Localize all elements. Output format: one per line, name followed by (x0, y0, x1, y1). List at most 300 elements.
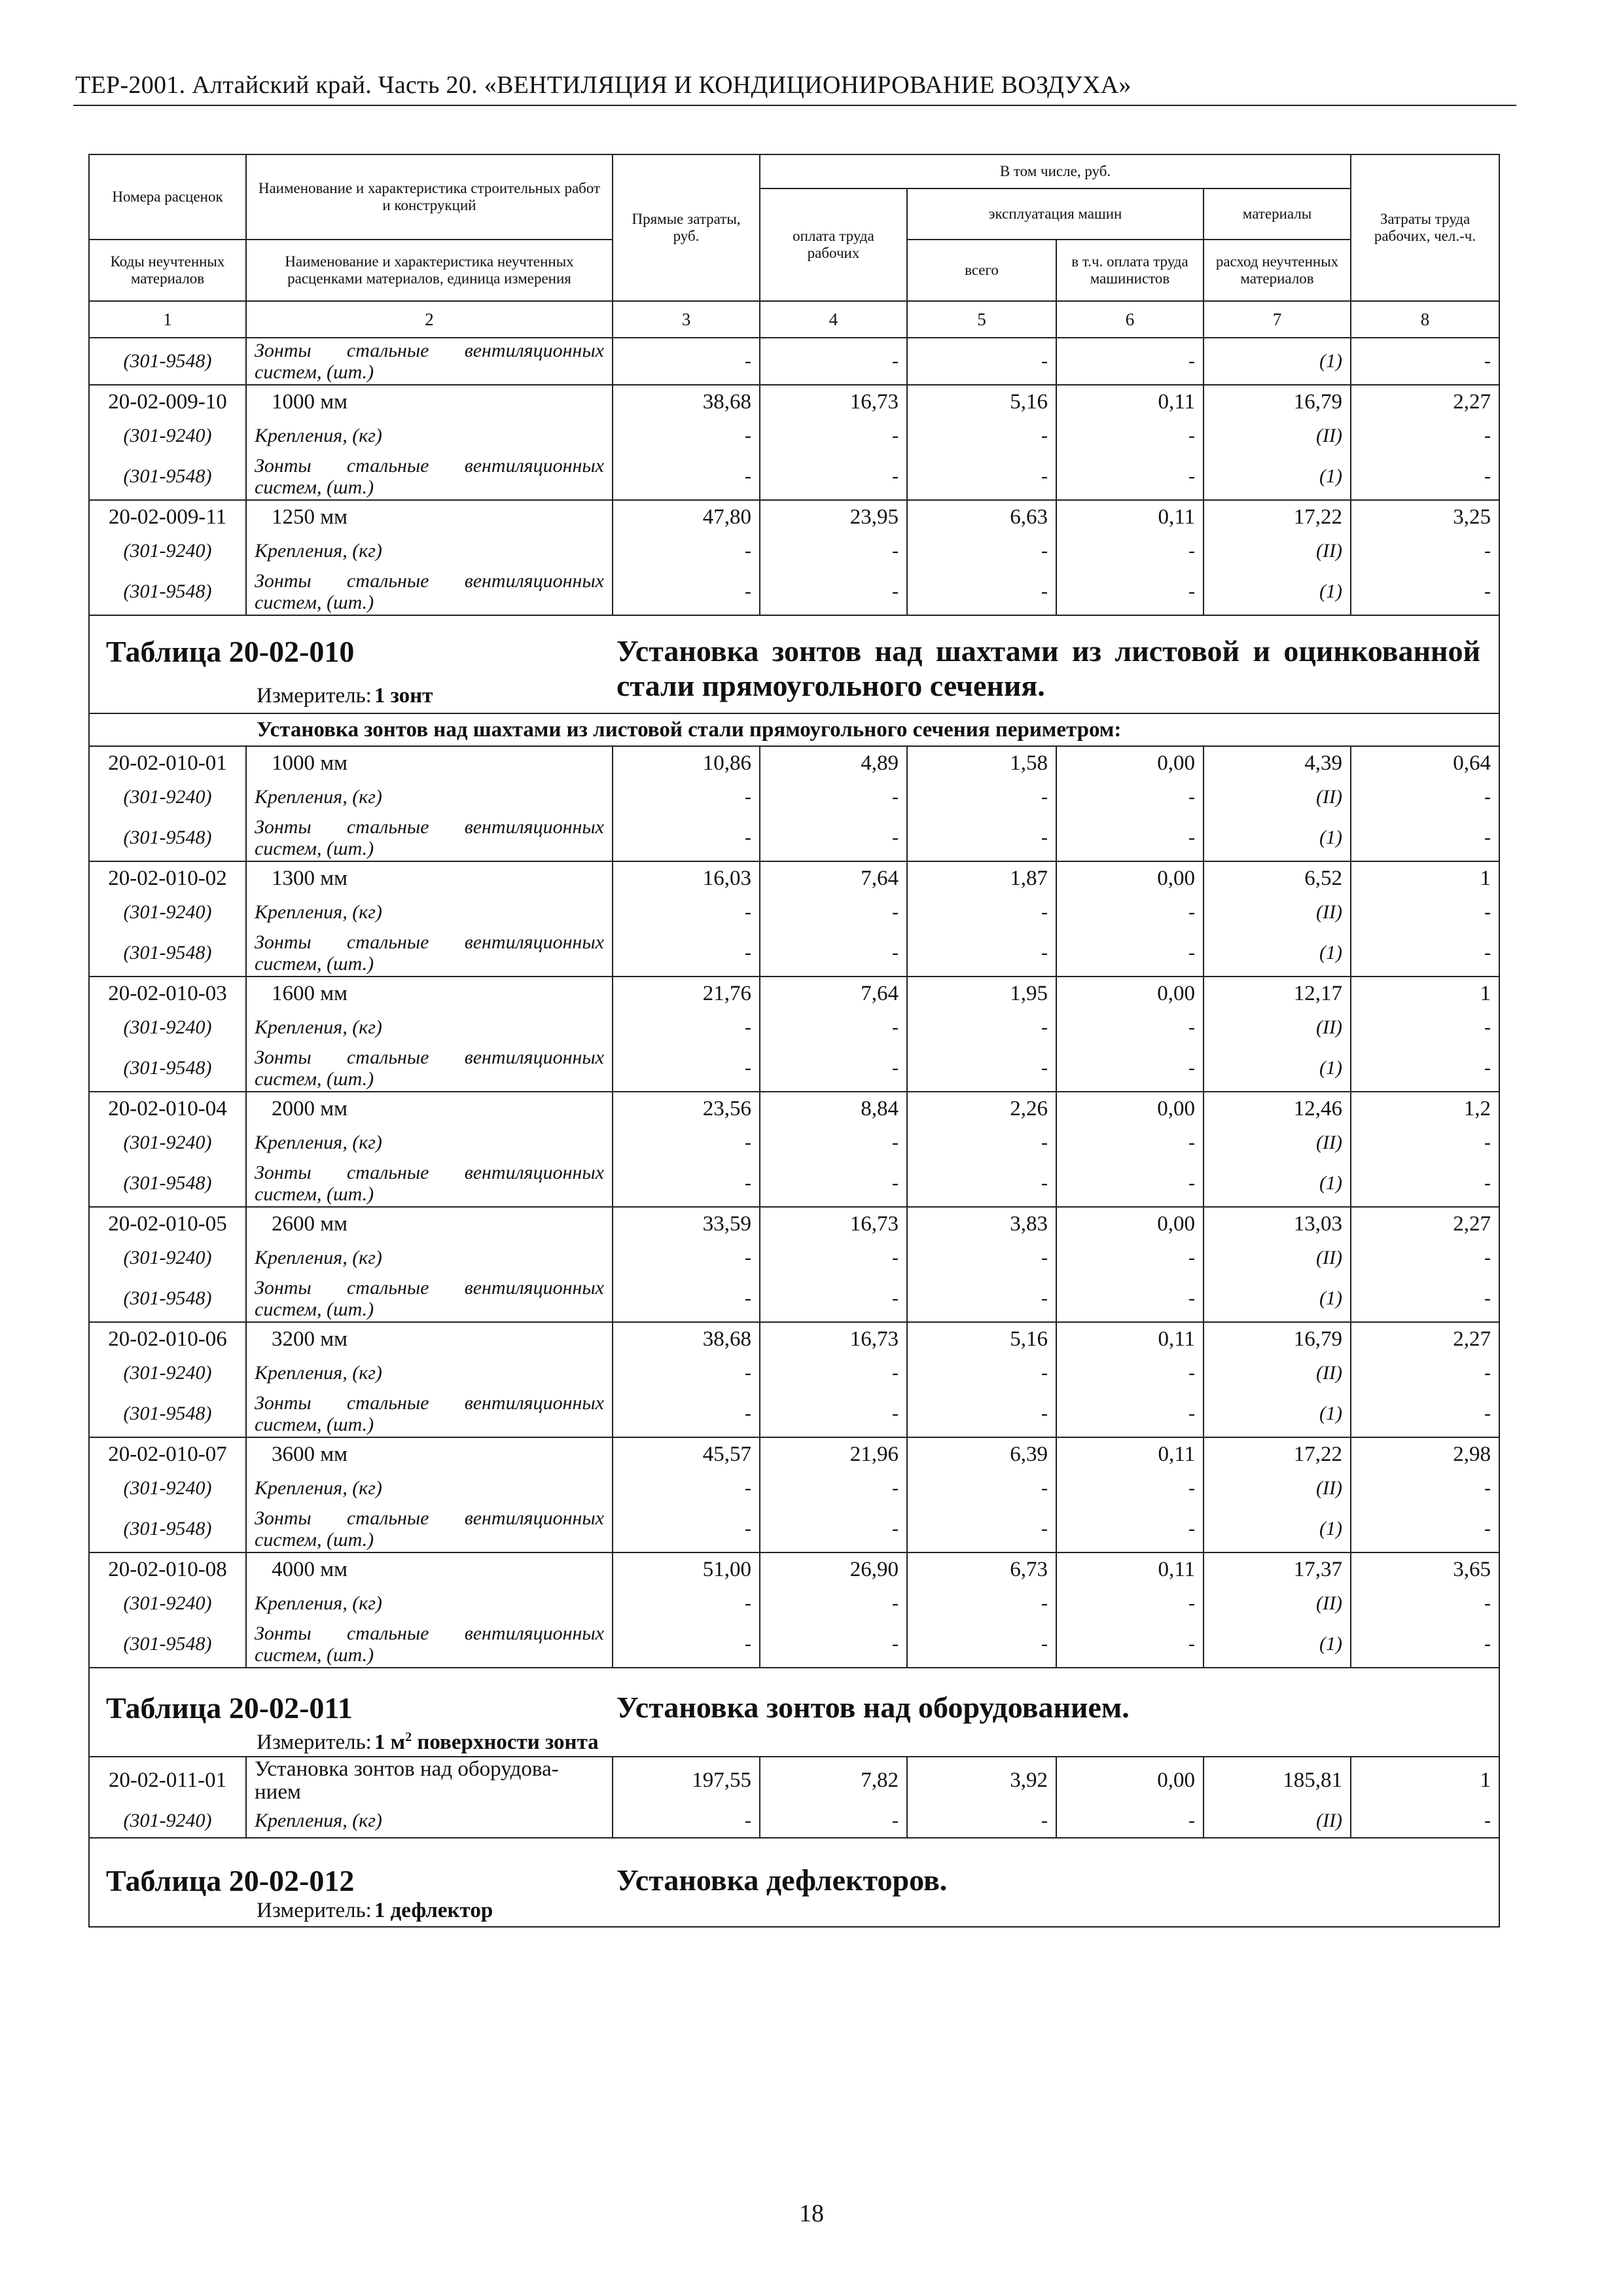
cell-dash: - (760, 419, 907, 453)
cell-dash: - (907, 1587, 1056, 1621)
material-name: Крепления, (кг) (246, 895, 613, 929)
cell-dash: - (613, 1621, 760, 1668)
rate-code: 20-02-010-01 (89, 746, 246, 780)
material-name: Зонты стальные вентиляционных систем, (шт.) (246, 568, 613, 615)
rate-row (89, 1092, 1499, 1126)
machine-ops: 1,58 (907, 746, 1056, 780)
material-row (89, 453, 1499, 500)
materials: 6,52 (1204, 861, 1351, 895)
cell-dash: - (760, 1126, 907, 1160)
meter-label: Измеритель: (257, 684, 372, 708)
rate-code: 20-02-009-11 (89, 500, 246, 534)
cell-dash: - (760, 534, 907, 568)
cell-dash: - (907, 1390, 1056, 1437)
cell-dash: - (760, 338, 907, 385)
cell-dash: - (760, 895, 907, 929)
rate-row (89, 385, 1499, 419)
cell-dash: - (1351, 1804, 1499, 1838)
labor-hours: 1 (1351, 977, 1499, 1011)
cell-dash: - (1056, 1160, 1204, 1207)
rates-table (88, 154, 1500, 1928)
cell-dash: - (1056, 1390, 1204, 1437)
cell-dash: - (907, 780, 1056, 814)
labor-pay: 26,90 (760, 1552, 907, 1587)
material-quantity: (II) (1204, 1587, 1351, 1621)
cell-dash: - (613, 338, 760, 385)
cell-dash: - (1056, 1621, 1204, 1668)
rate-code: 20-02-010-07 (89, 1437, 246, 1471)
material-quantity: (II) (1204, 1011, 1351, 1045)
labor-hours: 0,64 (1351, 746, 1499, 780)
rate-name: 1000 мм (246, 385, 613, 419)
material-name: Крепления, (кг) (246, 1011, 613, 1045)
cell-dash: - (907, 1275, 1056, 1322)
column-numbers-row (89, 301, 1499, 338)
material-row (89, 568, 1499, 615)
meter-value: 1 $м^2$ поверхности зонта (374, 1729, 599, 1754)
materials: 13,03 (1204, 1207, 1351, 1241)
material-code: (301-9240) (89, 1471, 246, 1505)
material-row (89, 1045, 1499, 1092)
col-direct-costs: Прямые затраты, руб. (613, 154, 760, 301)
cell-dash: - (760, 1045, 907, 1092)
cell-dash: - (1056, 1471, 1204, 1505)
cell-dash: - (1056, 1587, 1204, 1621)
material-name: Крепления, (кг) (246, 1471, 613, 1505)
column-number: 2 (246, 301, 613, 338)
cell-dash: - (907, 1126, 1056, 1160)
material-quantity: (II) (1204, 1356, 1351, 1390)
meter-row (89, 1728, 1499, 1757)
machine-ops: 6,39 (907, 1437, 1056, 1471)
rates-block-009 (89, 385, 1499, 615)
cell-dash: - (1056, 929, 1204, 977)
materials: 16,79 (1204, 1322, 1351, 1356)
operator-pay: 0,11 (1056, 1322, 1204, 1356)
material-code: (301-9240) (89, 1011, 246, 1045)
labor-pay: 21,96 (760, 1437, 907, 1471)
rate-code: 20-02-010-02 (89, 861, 246, 895)
cell-dash: - (1351, 338, 1499, 385)
material-row (89, 1471, 1499, 1505)
rate-row (89, 500, 1499, 534)
cell-dash: - (613, 929, 760, 977)
material-quantity: (II) (1204, 1804, 1351, 1838)
cell-dash: - (1351, 568, 1499, 615)
operator-pay: 0,00 (1056, 1207, 1204, 1241)
direct-costs: 51,00 (613, 1552, 760, 1587)
material-quantity: (1) (1204, 1275, 1351, 1322)
material-name: Зонты стальные вентиляционных систем, (шт.) (246, 1621, 613, 1668)
column-number: 7 (1204, 301, 1351, 338)
cell-dash: - (760, 1621, 907, 1668)
rate-row (89, 861, 1499, 895)
column-number: 3 (613, 301, 760, 338)
cell-dash: - (1056, 568, 1204, 615)
cell-dash: - (613, 1045, 760, 1092)
cell-dash: - (760, 1356, 907, 1390)
table-title: Установка дефлекторов. (616, 1863, 948, 1897)
cell-dash: - (1056, 338, 1204, 385)
running-header: ТЕР-2001. Алтайский край. Часть 20. «ВЕНТИЛЯЦИЯ И КОНДИЦИОНИРОВАНИЕ ВОЗДУХА» (75, 71, 1132, 99)
cell-dash: - (1056, 1241, 1204, 1275)
material-quantity: (1) (1204, 453, 1351, 500)
material-code: (301-9240) (89, 1804, 246, 1838)
cell-dash: - (907, 1505, 1056, 1552)
cell-dash: - (613, 419, 760, 453)
material-quantity: (1) (1204, 1160, 1351, 1207)
table-title: Установка зонтов над оборудованием. (616, 1691, 1130, 1724)
cell-dash: - (760, 814, 907, 861)
rate-name: 3600 мм (246, 1437, 613, 1471)
cell-dash: - (613, 780, 760, 814)
material-code: (301-9548) (89, 568, 246, 615)
column-number: 4 (760, 301, 907, 338)
col-labor-pay: оплата труда рабочих (760, 188, 907, 301)
material-row (89, 534, 1499, 568)
material-row (89, 1241, 1499, 1275)
cell-dash: - (907, 1160, 1056, 1207)
cell-dash: - (613, 1126, 760, 1160)
column-number: 5 (907, 301, 1056, 338)
labor-pay: 16,73 (760, 1322, 907, 1356)
cell-dash: - (613, 1505, 760, 1552)
rate-name: 2600 мм (246, 1207, 613, 1241)
cell-dash: - (760, 1390, 907, 1437)
cell-dash: - (760, 1241, 907, 1275)
direct-costs: 45,57 (613, 1437, 760, 1471)
cell-dash: - (613, 1587, 760, 1621)
column-number: 1 (89, 301, 246, 338)
meter-label: Измеритель: (257, 1899, 372, 1922)
cell-dash: - (907, 1011, 1056, 1045)
machine-ops: 2,26 (907, 1092, 1056, 1126)
cell-dash: - (760, 1011, 907, 1045)
material-code: (301-9240) (89, 534, 246, 568)
col-material-codes: Коды неучтенных материалов (89, 240, 246, 301)
material-name: Крепления, (кг) (246, 1241, 613, 1275)
machine-ops: 6,63 (907, 500, 1056, 534)
material-code: (301-9548) (89, 1505, 246, 1552)
cell-dash: - (1056, 419, 1204, 453)
cell-dash: - (1351, 1390, 1499, 1437)
material-quantity: (II) (1204, 1471, 1351, 1505)
cell-dash: - (613, 1356, 760, 1390)
cell-dash: - (760, 1275, 907, 1322)
labor-hours: 3,65 (1351, 1552, 1499, 1587)
material-quantity: (1) (1204, 338, 1351, 385)
table-title: Установка зонтов над шахтами из листовой и оцинкованной стали прямоугольного сечения. (616, 634, 1480, 702)
material-row (89, 780, 1499, 814)
rate-name: 1300 мм (246, 861, 613, 895)
rate-code: 20-02-010-04 (89, 1092, 246, 1126)
cell-dash: - (907, 895, 1056, 929)
material-quantity: (1) (1204, 1045, 1351, 1092)
material-quantity: (II) (1204, 419, 1351, 453)
cell-dash: - (1056, 1356, 1204, 1390)
cell-dash: - (1351, 453, 1499, 500)
col-labor-costs: Затраты труда рабочих, чел.-ч. (1351, 154, 1499, 301)
material-row (89, 1804, 1499, 1838)
page-number: 18 (799, 2200, 824, 2227)
cell-dash: - (1056, 1275, 1204, 1322)
header-rule (73, 105, 1516, 106)
labor-pay: 7,64 (760, 861, 907, 895)
material-quantity: (1) (1204, 1505, 1351, 1552)
material-name: Зонты стальные вентиляционных систем, (шт.) (246, 929, 613, 977)
operator-pay: 0,00 (1056, 861, 1204, 895)
cell-dash: - (1351, 1160, 1499, 1207)
cell-dash: - (907, 814, 1056, 861)
rate-row (89, 1322, 1499, 1356)
cell-dash: - (1351, 1505, 1499, 1552)
cell-dash: - (1056, 534, 1204, 568)
direct-costs: 38,68 (613, 385, 760, 419)
cell-dash: - (1351, 1471, 1499, 1505)
cell-dash: - (1351, 1621, 1499, 1668)
material-code: (301-9548) (89, 338, 246, 385)
machine-ops: 3,92 (907, 1757, 1056, 1804)
cell-dash: - (760, 1804, 907, 1838)
cell-dash: - (613, 1160, 760, 1207)
meter-value: 1 зонт (374, 684, 433, 708)
rate-code: 20-02-011-01 (89, 1757, 246, 1804)
operator-pay: 0,11 (1056, 1552, 1204, 1587)
labor-pay: 16,73 (760, 385, 907, 419)
col-material-usage: расход неучтенных материалов (1204, 240, 1351, 301)
cell-dash: - (760, 1160, 907, 1207)
material-name: Зонты стальные вентиляционных систем, (шт.) (246, 814, 613, 861)
cell-dash: - (760, 780, 907, 814)
material-code: (301-9240) (89, 1356, 246, 1390)
cell-dash: - (1351, 419, 1499, 453)
cell-dash: - (613, 1390, 760, 1437)
material-quantity: (II) (1204, 1126, 1351, 1160)
material-quantity: (1) (1204, 1621, 1351, 1668)
material-name: Зонты стальные вентиляционных систем, (шт.) (246, 1505, 613, 1552)
material-code: (301-9240) (89, 895, 246, 929)
col-machine-ops: эксплуатация машин (907, 188, 1204, 240)
materials: 12,17 (1204, 977, 1351, 1011)
cell-dash: - (907, 929, 1056, 977)
rate-code: 20-02-010-08 (89, 1552, 246, 1587)
cell-dash: - (613, 568, 760, 615)
labor-hours: 2,27 (1351, 1322, 1499, 1356)
cell-dash: - (760, 929, 907, 977)
section-title: Установка зонтов над шахтами из листовой стали прямоугольного сечения периметром: (89, 713, 1499, 746)
rate-code: 20-02-010-03 (89, 977, 246, 1011)
material-name: Крепления, (кг) (246, 1587, 613, 1621)
material-code: (301-9240) (89, 419, 246, 453)
cell-dash: - (1056, 814, 1204, 861)
operator-pay: 0,11 (1056, 1437, 1204, 1471)
operator-pay: 0,00 (1056, 977, 1204, 1011)
material-quantity: (1) (1204, 568, 1351, 615)
materials: 17,22 (1204, 1437, 1351, 1471)
material-row (89, 338, 1499, 385)
material-quantity: (II) (1204, 780, 1351, 814)
cell-dash: - (907, 1045, 1056, 1092)
cell-dash: - (907, 1804, 1056, 1838)
labor-hours: 2,27 (1351, 1207, 1499, 1241)
cell-dash: - (907, 338, 1056, 385)
rate-row (89, 1552, 1499, 1587)
rate-row (89, 977, 1499, 1011)
material-code: (301-9548) (89, 1621, 246, 1668)
cell-dash: - (1056, 453, 1204, 500)
materials: 17,37 (1204, 1552, 1351, 1587)
rate-name: 2000 мм (246, 1092, 613, 1126)
cell-dash: - (613, 534, 760, 568)
table-label: Таблица 20-02-011 (106, 1691, 353, 1725)
rate-name: 1600 мм (246, 977, 613, 1011)
cell-dash: - (1056, 1011, 1204, 1045)
cell-dash: - (760, 568, 907, 615)
materials: 4,39 (1204, 746, 1351, 780)
table-banner-011 (89, 1668, 1499, 1728)
meter-label: Измеритель: (257, 1730, 372, 1754)
material-code: (301-9240) (89, 1126, 246, 1160)
material-row (89, 419, 1499, 453)
operator-pay: 0,11 (1056, 385, 1204, 419)
rates-block-010 (89, 746, 1499, 1668)
operator-pay: 0,00 (1056, 746, 1204, 780)
labor-hours: 2,27 (1351, 385, 1499, 419)
rate-code: 20-02-009-10 (89, 385, 246, 419)
col-including: В том числе, руб. (760, 154, 1351, 188)
cell-dash: - (760, 453, 907, 500)
table-label: Таблица 20-02-010 (106, 635, 355, 668)
material-code: (301-9240) (89, 780, 246, 814)
labor-pay: 4,89 (760, 746, 907, 780)
cell-dash: - (760, 1471, 907, 1505)
direct-costs: 197,55 (613, 1757, 760, 1804)
material-row (89, 1390, 1499, 1437)
material-name: Зонты стальные вентиляционных систем, (шт.) (246, 1160, 613, 1207)
direct-costs: 21,76 (613, 977, 760, 1011)
cell-dash: - (1056, 1045, 1204, 1092)
header-row-1 (89, 154, 1499, 188)
cell-dash: - (613, 1471, 760, 1505)
rate-row (89, 1437, 1499, 1471)
material-name: Крепления, (кг) (246, 419, 613, 453)
direct-costs: 10,86 (613, 746, 760, 780)
material-row (89, 1505, 1499, 1552)
cell-dash: - (760, 1587, 907, 1621)
cell-dash: - (613, 1804, 760, 1838)
cell-dash: - (613, 814, 760, 861)
materials: 185,81 (1204, 1757, 1351, 1804)
material-code: (301-9548) (89, 1390, 246, 1437)
material-name: Зонты стальные вентиляционных систем, (шт.) (246, 1390, 613, 1437)
material-code: (301-9548) (89, 1275, 246, 1322)
rate-row (89, 746, 1499, 780)
materials: 12,46 (1204, 1092, 1351, 1126)
material-code: (301-9240) (89, 1587, 246, 1621)
material-code: (301-9548) (89, 1160, 246, 1207)
col-operator-pay: в т.ч. оплата труда машинистов (1056, 240, 1204, 301)
material-name: Зонты стальные вентиляционных систем, (шт.) (246, 1275, 613, 1322)
meter-value: 1 дефлектор (374, 1899, 493, 1922)
direct-costs: 38,68 (613, 1322, 760, 1356)
labor-pay: 8,84 (760, 1092, 907, 1126)
rate-name: Установка зонтов над оборудова- нием (246, 1757, 613, 1804)
material-code: (301-9548) (89, 929, 246, 977)
labor-pay: 16,73 (760, 1207, 907, 1241)
operator-pay: 0,00 (1056, 1757, 1204, 1804)
material-name: Зонты стальные вентиляционных систем, (шт.) (246, 453, 613, 500)
material-quantity: (1) (1204, 814, 1351, 861)
cell-dash: - (613, 1241, 760, 1275)
cell-dash: - (760, 1505, 907, 1552)
rate-name: 3200 мм (246, 1322, 613, 1356)
table-label: Таблица 20-02-012 (106, 1864, 355, 1897)
cell-dash: - (907, 1356, 1056, 1390)
cell-dash: - (1351, 1241, 1499, 1275)
cell-dash: - (1351, 1356, 1499, 1390)
machine-ops: 1,87 (907, 861, 1056, 895)
cell-dash: - (1056, 1804, 1204, 1838)
material-row (89, 1126, 1499, 1160)
direct-costs: 23,56 (613, 1092, 760, 1126)
material-row (89, 1011, 1499, 1045)
material-row (89, 814, 1499, 861)
labor-hours: 3,25 (1351, 500, 1499, 534)
column-number: 6 (1056, 301, 1204, 338)
cell-dash: - (613, 453, 760, 500)
cell-dash: - (907, 419, 1056, 453)
cell-dash: - (907, 453, 1056, 500)
labor-hours: 2,98 (1351, 1437, 1499, 1471)
col-materials: материалы (1204, 188, 1351, 240)
material-quantity: (1) (1204, 929, 1351, 977)
material-quantity: (II) (1204, 1241, 1351, 1275)
labor-hours: 1 (1351, 861, 1499, 895)
meter-row (89, 1895, 1499, 1927)
cell-dash: - (1351, 1045, 1499, 1092)
rate-name: 1000 мм (246, 746, 613, 780)
cell-dash: - (1056, 1505, 1204, 1552)
material-code: (301-9548) (89, 1045, 246, 1092)
material-row (89, 895, 1499, 929)
material-name: Зонты стальные вентиляционных систем, (шт.) (246, 1045, 613, 1092)
material-name: Крепления, (кг) (246, 1804, 613, 1838)
material-name: Крепления, (кг) (246, 534, 613, 568)
column-number: 8 (1351, 301, 1499, 338)
material-code: (301-9548) (89, 814, 246, 861)
rate-name: 4000 мм (246, 1552, 613, 1587)
rate-name: 1250 мм (246, 500, 613, 534)
table-banner-010 (89, 615, 1499, 679)
cell-dash: - (907, 568, 1056, 615)
cell-dash: - (1351, 1275, 1499, 1322)
labor-hours: 1 (1351, 1757, 1499, 1804)
direct-costs: 16,03 (613, 861, 760, 895)
rate-row (89, 1207, 1499, 1241)
machine-ops: 6,73 (907, 1552, 1056, 1587)
rate-code: 20-02-010-05 (89, 1207, 246, 1241)
cell-dash: - (613, 1011, 760, 1045)
cell-dash: - (907, 1621, 1056, 1668)
cell-dash: - (907, 534, 1056, 568)
cell-dash: - (1056, 780, 1204, 814)
col-total: всего (907, 240, 1056, 301)
cell-dash: - (1351, 1011, 1499, 1045)
col-material-name: Наименование и характеристика неучтенных расценками материалов, единица измерения (246, 240, 613, 301)
col-work-name: Наименование и характеристика строительных работ и конструкций (246, 154, 613, 240)
material-row (89, 1160, 1499, 1207)
material-name: Крепления, (кг) (246, 1126, 613, 1160)
